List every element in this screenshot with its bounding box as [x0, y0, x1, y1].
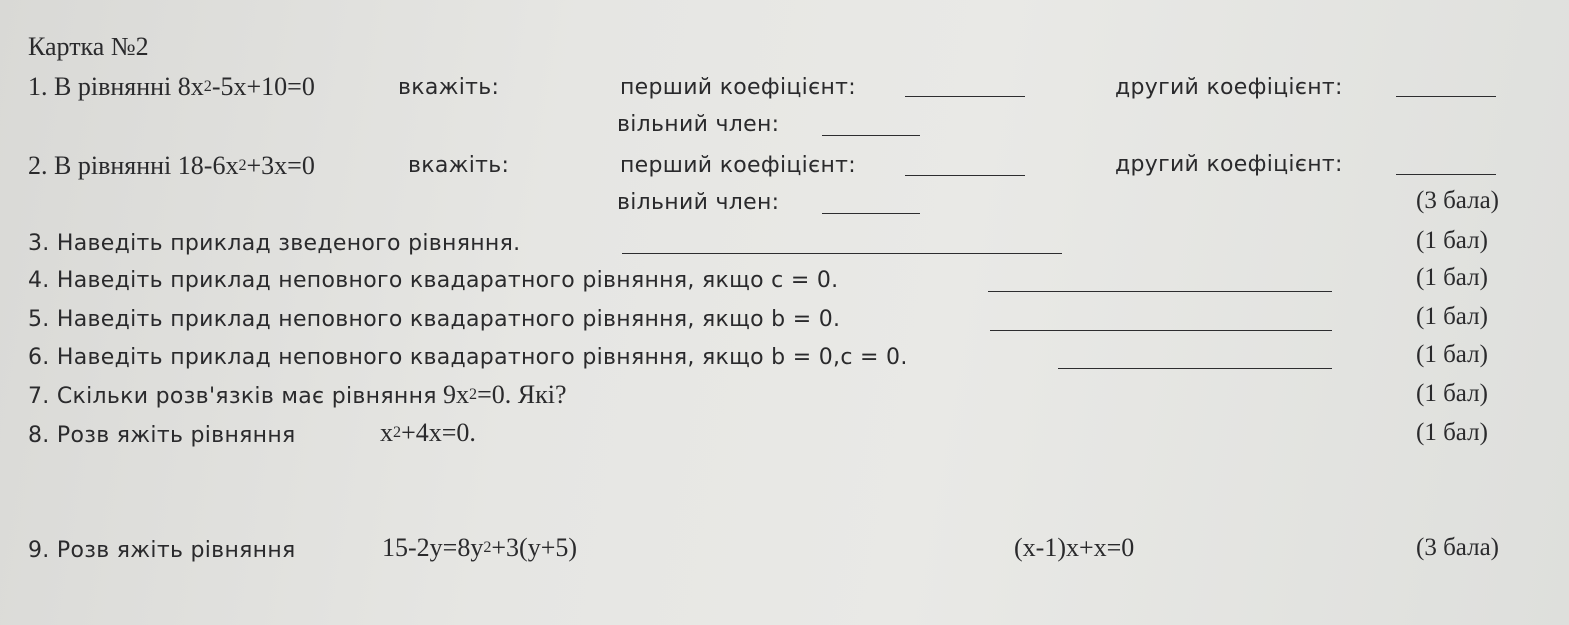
q9-equation-2: (x-1)x+x=0 [1014, 533, 1135, 562]
q3-answer-blank[interactable] [622, 253, 1062, 254]
q1-number: 1. [28, 72, 48, 101]
q7-points: (1 бал) [1416, 380, 1488, 407]
q1-ask: вкажіть: [398, 75, 500, 100]
q1-lead-text: В рівнянні [54, 72, 172, 101]
q5-text: 5. Наведіть приклад неповного квадаратного рівняння, якщо b = 0. [28, 307, 841, 332]
q9-equation-1: $15-2y=8y^2+3(y+5)$ [382, 533, 578, 562]
q9-points: (3 бала) [1416, 534, 1500, 561]
q1-free-term-blank[interactable] [822, 135, 920, 136]
q2-lead [28, 151, 315, 185]
q8-equation: $x^2+4x=0$. [380, 418, 476, 447]
q3-text: 3. Наведіть приклад зведеного рівняння. [28, 231, 521, 256]
q4-points: (1 бал) [1416, 264, 1488, 291]
q1-second-coef-blank[interactable] [1396, 96, 1496, 97]
q2-second-coef-blank[interactable] [1396, 174, 1496, 175]
q2-points: (3 бала) [1416, 187, 1500, 214]
q1-equation: $8x^2-5x+10=0$ [177, 72, 315, 101]
q6-points: (1 бал) [1416, 341, 1488, 368]
q1-lead [28, 72, 315, 106]
q1-first-coef-label: перший коефіцієнт: [620, 75, 856, 100]
q2-first-coef-label: перший коефіцієнт: [620, 153, 856, 178]
q2-first-coef-blank[interactable] [905, 175, 1025, 176]
q1-free-term-label: вільний член: [617, 112, 780, 137]
card-title: Картка №2 [28, 32, 149, 61]
q2-lead-text: В рівнянні [54, 151, 172, 180]
q9-lead: 9. Розв яжіть рівняння [28, 538, 296, 563]
q6-answer-blank[interactable] [1058, 368, 1332, 369]
q8-points: (1 бал) [1416, 419, 1488, 446]
q4-answer-blank[interactable] [988, 291, 1332, 292]
q5-answer-blank[interactable] [990, 330, 1332, 331]
q5-points: (1 бал) [1416, 303, 1488, 330]
q7-lead: 7. Скільки розв'язків має рівняння [28, 384, 437, 409]
q2-second-coef-label: другий коефіцієнт: [1115, 152, 1343, 177]
q2-equation: $18-6x^2+3x=0$ [177, 151, 315, 180]
q2-number: 2. [28, 151, 48, 180]
q2-ask: вкажіть: [408, 153, 510, 178]
q2-free-term-label: вільний член: [617, 190, 780, 215]
q8-lead: 8. Розв яжіть рівняння [28, 423, 296, 448]
q1-first-coef-blank[interactable] [905, 96, 1025, 97]
q2-free-term-blank[interactable] [822, 213, 920, 214]
q6-text: 6. Наведіть приклад неповного квадаратного рівняння, якщо b = 0,c = 0. [28, 345, 908, 370]
q7-equation: $9x^2=0$. Які? [443, 380, 567, 409]
q1-second-coef-label: другий коефіцієнт: [1115, 75, 1343, 100]
q7-line [28, 380, 567, 414]
q3-points: (1 бал) [1416, 227, 1488, 254]
q4-text: 4. Наведіть приклад неповного квадаратного рівняння, якщо c = 0. [28, 268, 839, 293]
